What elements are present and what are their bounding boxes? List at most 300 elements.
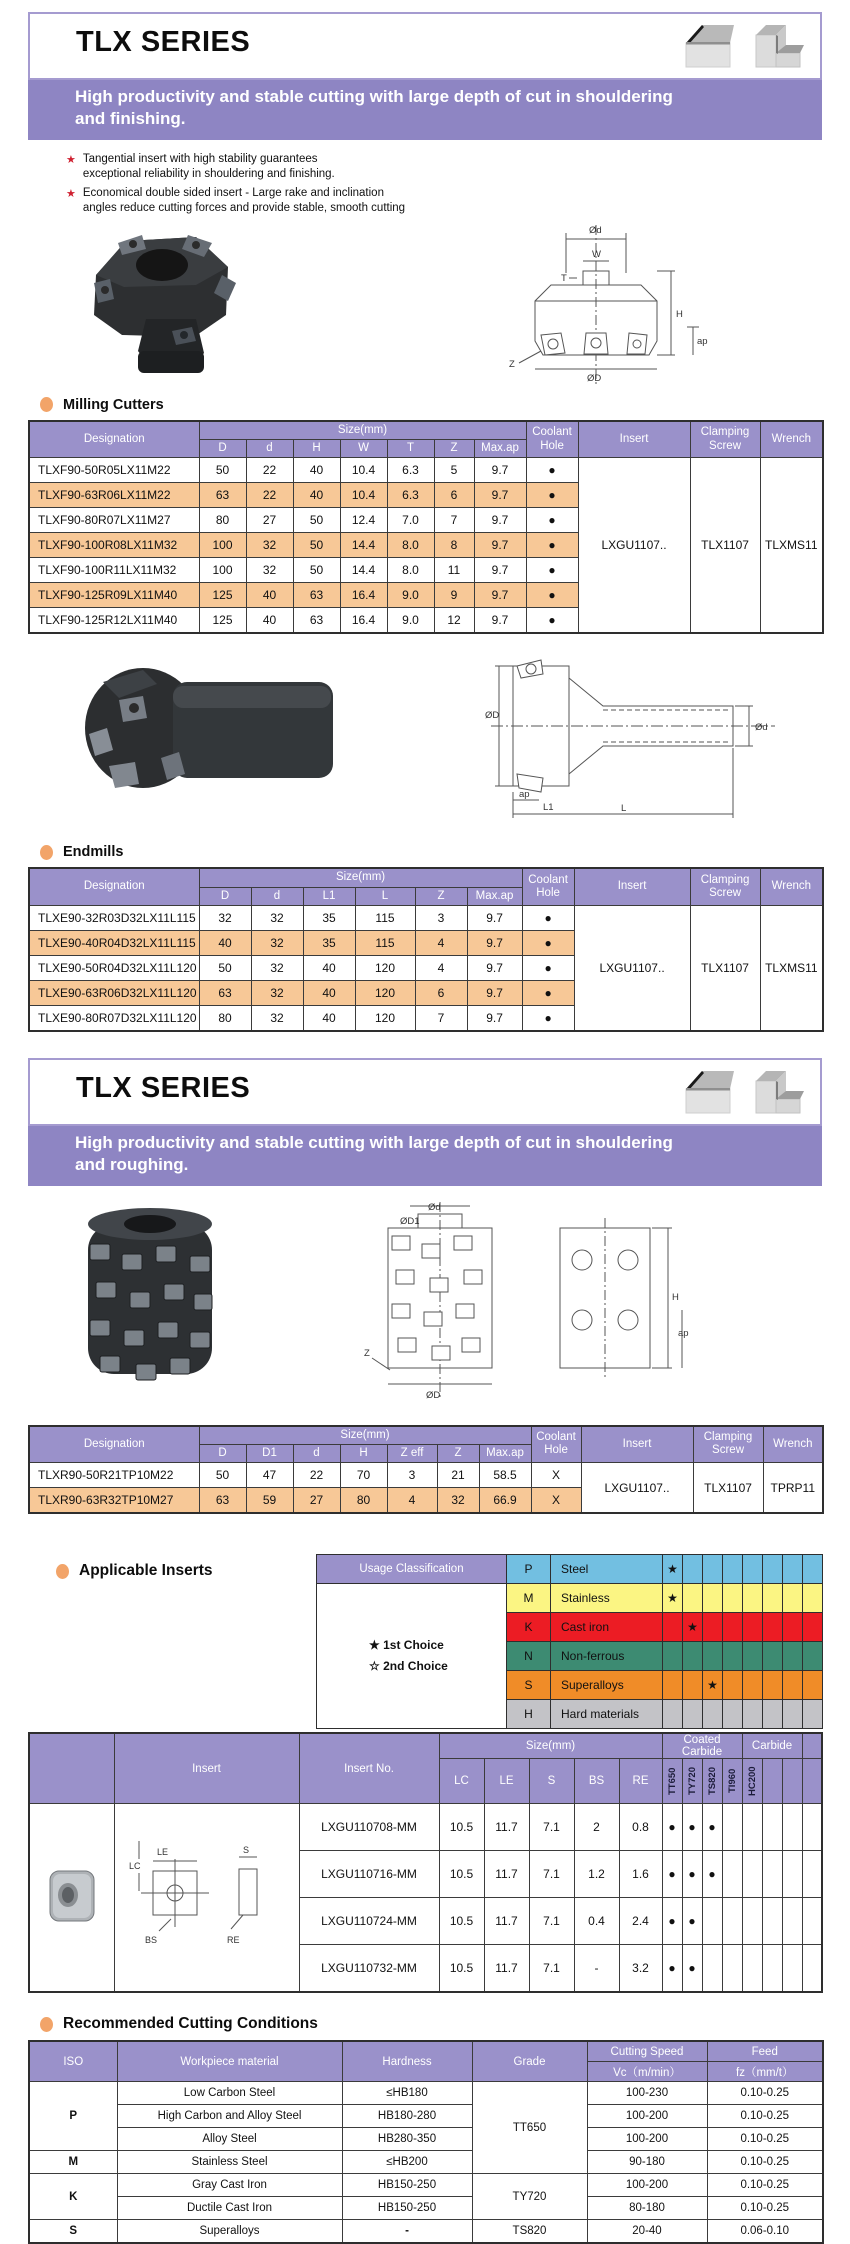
feed: 0.10-0.25	[707, 2151, 823, 2174]
choice-cell	[743, 1700, 763, 1729]
dim-label: Ød	[589, 224, 602, 236]
cell: 10.5	[439, 1945, 484, 1993]
choice-cell	[723, 1700, 743, 1729]
insert-photo	[29, 1804, 114, 1993]
cell: 22	[293, 1463, 340, 1488]
cell: 7.1	[529, 1898, 574, 1945]
iso-group: K	[29, 2174, 117, 2220]
dim-label: W	[592, 248, 601, 260]
cell: 0.8	[619, 1804, 662, 1851]
screw-ref: TLX1107	[690, 905, 760, 1031]
grade-dot	[782, 1945, 802, 1993]
table-row	[29, 458, 823, 483]
second-choice-star-icon: ☆	[369, 1659, 380, 1674]
col-designation: Designation	[29, 421, 199, 458]
designation: TLXE90-63R06D32LX11L120	[29, 980, 199, 1005]
feed: 0.06-0.10	[707, 2220, 823, 2244]
banner-line2: and roughing.	[75, 1155, 189, 1175]
bullet-text: Tangential insert with high stability guarantees	[82, 152, 318, 165]
dim-label: Z	[509, 358, 515, 370]
cell: 50	[199, 955, 251, 980]
grade-dot	[722, 1851, 742, 1898]
cell: 115	[355, 930, 415, 955]
bullet-text: angles reduce cutting forces and provide stable, smooth cutting	[82, 202, 406, 215]
choice-cell	[783, 1642, 803, 1671]
grade-col	[682, 1759, 702, 1804]
cell: 63	[199, 1488, 246, 1514]
grade-dot: ●	[682, 1804, 702, 1851]
coolant-dot: ●	[526, 483, 578, 508]
dim-label: T	[561, 272, 567, 284]
roughing-cutter-drawing	[360, 1200, 690, 1410]
table-row	[29, 905, 823, 930]
choice-cell	[663, 1642, 683, 1671]
iso-code: M	[507, 1584, 551, 1613]
orange-dot-icon	[40, 845, 53, 860]
choice-cell	[723, 1613, 743, 1642]
dim-label: ØD	[485, 710, 500, 722]
designation: TLXF90-50R05LX11M22	[29, 458, 199, 483]
heading-text: Recommended Cutting Conditions	[63, 2015, 318, 2033]
choice-cell	[783, 1671, 803, 1700]
col-size: Size(mm)	[199, 868, 522, 887]
cell: 8	[434, 533, 474, 558]
hardness: HB180-280	[342, 2105, 472, 2128]
series-header-2	[28, 1058, 822, 1126]
insert-ref: LXGU1107..	[578, 458, 690, 634]
choice-cell	[803, 1613, 823, 1642]
col-screw: Clamping Screw	[693, 1426, 763, 1463]
insert-dimension-drawing	[114, 1804, 299, 1993]
coolant-mark: X	[531, 1488, 581, 1514]
choice-cell	[763, 1671, 783, 1700]
hardness: ≤HB200	[342, 2151, 472, 2174]
col-insert: Insert	[574, 868, 690, 905]
cell: 1.6	[619, 1851, 662, 1898]
col-size: Size(mm)	[199, 421, 526, 440]
cutting-conditions-heading	[40, 2015, 822, 2033]
cell: 10.5	[439, 1898, 484, 1945]
table-row	[29, 2197, 823, 2220]
designation: TLXF90-63R06LX11M22	[29, 483, 199, 508]
dim-label: Ød	[428, 1201, 441, 1213]
choice-cell	[703, 1555, 723, 1584]
grade-dot: ●	[702, 1851, 722, 1898]
cell: 9.7	[474, 458, 526, 483]
col-coated-carbide: Coated Carbide	[662, 1733, 742, 1759]
col-insert: Insert	[578, 421, 690, 458]
cell: 7.0	[387, 508, 434, 533]
cell: 11.7	[484, 1898, 529, 1945]
grade-col	[722, 1759, 742, 1804]
cell: 9.7	[467, 930, 522, 955]
iso-group: P	[29, 2082, 117, 2151]
cell: 40	[246, 583, 293, 608]
hardness: HB150-250	[342, 2197, 472, 2220]
grade-col	[662, 1759, 682, 1804]
designation: TLXF90-100R11LX11M32	[29, 558, 199, 583]
grade-dot: ●	[662, 1898, 682, 1945]
cell: 40	[199, 930, 251, 955]
material-name: Steel	[551, 1555, 663, 1584]
banner-line2: and finishing.	[75, 109, 186, 129]
insert-drawing-image	[119, 1811, 294, 1981]
grade-dot: ●	[662, 1851, 682, 1898]
material-name: Stainless	[551, 1584, 663, 1613]
size-col: Max.ap	[467, 887, 522, 905]
coolant-dot: ●	[526, 583, 578, 608]
designation: TLXF90-80R07LX11M27	[29, 508, 199, 533]
col-blank	[802, 1733, 822, 1759]
col-feed: Feed	[707, 2041, 823, 2062]
grade-dot	[702, 1898, 722, 1945]
size-col: Z	[434, 440, 474, 458]
dim-label: L1	[543, 802, 554, 814]
col-size: Size(mm)	[439, 1733, 662, 1759]
cell: 9.7	[474, 483, 526, 508]
designation: TLXF90-100R08LX11M32	[29, 533, 199, 558]
cell: 9.7	[467, 955, 522, 980]
milling-cutter-figures	[28, 223, 822, 391]
grade-dot: ●	[682, 1898, 702, 1945]
col-hardness: Hardness	[342, 2041, 472, 2082]
cell: 9.7	[474, 583, 526, 608]
choice-cell	[763, 1642, 783, 1671]
cell: 3	[387, 1463, 437, 1488]
cutting-speed: 100-200	[587, 2174, 707, 2197]
insert-photo-image	[44, 1865, 100, 1927]
choice-cell	[743, 1671, 763, 1700]
insert-no: LXGU110724-MM	[299, 1898, 439, 1945]
roughing-cutter-photo	[60, 1200, 240, 1400]
cell: 50	[293, 558, 340, 583]
designation: TLXE90-40R04D32LX11L115	[29, 930, 199, 955]
size-col: H	[340, 1444, 387, 1462]
cutting-speed: 20-40	[587, 2220, 707, 2244]
grade-col	[742, 1759, 762, 1804]
cell: 2	[574, 1804, 619, 1851]
table-row	[29, 2082, 823, 2105]
feed: 0.10-0.25	[707, 2174, 823, 2197]
face-mill-icon	[680, 21, 738, 71]
series-header-1	[28, 12, 822, 80]
choice-cell	[783, 1613, 803, 1642]
cell: 5	[434, 458, 474, 483]
size-col: d	[246, 440, 293, 458]
cell: 22	[246, 458, 293, 483]
col-screw: Clamping Screw	[690, 421, 760, 458]
cell: 50	[293, 533, 340, 558]
choice-cell: ★	[663, 1555, 683, 1584]
machining-type-icons	[680, 21, 806, 71]
feed: 0.10-0.25	[707, 2105, 823, 2128]
size-col: H	[293, 440, 340, 458]
cell: 100	[199, 533, 246, 558]
choice-cell	[723, 1642, 743, 1671]
size-col: LE	[484, 1759, 529, 1804]
grade-dot	[802, 1804, 822, 1851]
size-col: S	[529, 1759, 574, 1804]
grade-dot	[742, 1898, 762, 1945]
grade-dot	[762, 1804, 782, 1851]
orange-dot-icon	[56, 1564, 69, 1579]
feature-bullet	[66, 186, 822, 217]
workpiece-material: Ductile Cast Iron	[117, 2197, 342, 2220]
endmill-photo	[73, 648, 353, 818]
page-title: TLX SERIES	[76, 26, 251, 58]
workpiece-material: Alloy Steel	[117, 2128, 342, 2151]
grade-dot	[802, 1898, 822, 1945]
grade-group: TS820	[472, 2220, 587, 2244]
dim-label: H	[676, 308, 683, 320]
machining-type-icons	[680, 1067, 806, 1117]
insert-table	[28, 1732, 823, 1993]
grade-dot	[782, 1804, 802, 1851]
size-col: D	[199, 1444, 246, 1462]
cutting-speed: 90-180	[587, 2151, 707, 2174]
hardness: HB280-350	[342, 2128, 472, 2151]
col-wrench: Wrench	[760, 421, 823, 458]
cell: 16.4	[340, 608, 387, 634]
col-workpiece: Workpiece material	[117, 2041, 342, 2082]
cell: 7.1	[529, 1804, 574, 1851]
section-roughing	[0, 1058, 850, 2244]
col-designation: Designation	[29, 1426, 199, 1463]
hardness: ≤HB180	[342, 2082, 472, 2105]
grade-dot: ●	[682, 1851, 702, 1898]
usage-classification-header: Usage Classification	[317, 1555, 507, 1584]
insert-no: LXGU110708-MM	[299, 1804, 439, 1851]
dim-label: L	[621, 803, 627, 815]
cell: 63	[199, 980, 251, 1005]
grade-dot: ●	[662, 1945, 682, 1993]
choice-cell: ★	[683, 1613, 703, 1642]
star-bullet-icon: ★	[66, 187, 76, 200]
dim-label: S	[243, 1845, 250, 1856]
cell: 6	[415, 980, 467, 1005]
table-row	[29, 2105, 823, 2128]
choice-cell	[783, 1700, 803, 1729]
choice-cell	[703, 1700, 723, 1729]
grade-dot	[782, 1898, 802, 1945]
cell: 9	[434, 583, 474, 608]
grade-dot	[762, 1898, 782, 1945]
insert-photo-header	[29, 1733, 114, 1804]
cell: 12.4	[340, 508, 387, 533]
cell: 47	[246, 1463, 293, 1488]
cell: 32	[246, 533, 293, 558]
cell: 40	[303, 955, 355, 980]
cell: 32	[199, 905, 251, 930]
cell: 2.4	[619, 1898, 662, 1945]
endmills-table	[28, 867, 824, 1031]
iso-group: S	[29, 2220, 117, 2244]
cell: 115	[355, 905, 415, 930]
dim-label: BS	[145, 1935, 158, 1946]
choice-cell	[783, 1555, 803, 1584]
grade-group: TY720	[472, 2174, 587, 2220]
table-row	[29, 2174, 823, 2197]
choice-cell	[663, 1671, 683, 1700]
cell: 16.4	[340, 583, 387, 608]
designation: TLXF90-125R09LX11M40	[29, 583, 199, 608]
dim-label: ap	[678, 1327, 689, 1339]
cell: 4	[415, 955, 467, 980]
dim-label: LC	[129, 1861, 141, 1872]
insert-ref: LXGU1107..	[574, 905, 690, 1031]
cell: 21	[437, 1463, 479, 1488]
cell: 66.9	[479, 1488, 531, 1514]
col-grade: Grade	[472, 2041, 587, 2082]
star-bullet-icon: ★	[66, 153, 76, 166]
cell: 40	[293, 458, 340, 483]
col-designation: Designation	[29, 868, 199, 905]
col-size: Size(mm)	[199, 1426, 531, 1445]
banner-line1: High productivity and stable cutting with large depth of cut in shouldering	[75, 87, 673, 106]
size-col: D	[199, 440, 246, 458]
bullet-text: Economical double sided insert - Large rake and inclination	[82, 186, 384, 199]
col-fz: fz（mm/t）	[707, 2062, 823, 2082]
wrench-ref: TLXMS11	[760, 905, 823, 1031]
size-col: Max.ap	[474, 440, 526, 458]
cutting-speed: 100-230	[587, 2082, 707, 2105]
choice-cell	[683, 1584, 703, 1613]
choice-cell	[743, 1613, 763, 1642]
choice-cell	[803, 1555, 823, 1584]
cell: 35	[303, 930, 355, 955]
choice-cell	[703, 1642, 723, 1671]
cell: 80	[199, 1005, 251, 1031]
size-col: D	[199, 887, 251, 905]
choice-cell	[803, 1671, 823, 1700]
grade-dot: ●	[662, 1804, 682, 1851]
cell: 9.0	[387, 608, 434, 634]
workpiece-material: Superalloys	[117, 2220, 342, 2244]
grade-dot	[782, 1851, 802, 1898]
cell: 7	[415, 1005, 467, 1031]
col-insert: Insert	[114, 1733, 299, 1804]
size-col: L	[355, 887, 415, 905]
choice-cell	[743, 1555, 763, 1584]
dim-label: H	[672, 1291, 679, 1303]
choice-cell	[683, 1700, 703, 1729]
choice-cell: ★	[663, 1584, 683, 1613]
col-wrench: Wrench	[760, 868, 823, 905]
choice-cell	[743, 1642, 763, 1671]
cell: 63	[293, 583, 340, 608]
size-col: Max.ap	[479, 1444, 531, 1462]
dim-label: ØD	[587, 372, 602, 384]
size-col: D1	[246, 1444, 293, 1462]
col-vc: Vc（m/min）	[587, 2062, 707, 2082]
col-coolant: Coolant Hole	[522, 868, 574, 905]
cell: 50	[293, 508, 340, 533]
size-col: Z eff	[387, 1444, 437, 1462]
material-name: Cast iron	[551, 1613, 663, 1642]
cell: 14.4	[340, 533, 387, 558]
hardness: -	[342, 2220, 472, 2244]
heading-text: Endmills	[63, 844, 124, 861]
col-coolant: Coolant Hole	[526, 421, 578, 458]
feature-bullet	[66, 152, 822, 183]
cell: 32	[251, 1005, 303, 1031]
banner-line1: High productivity and stable cutting with large depth of cut in shouldering	[75, 1132, 673, 1152]
cell: 32	[251, 905, 303, 930]
orange-dot-icon	[40, 397, 53, 412]
iso-code: S	[507, 1671, 551, 1700]
section-banner	[28, 1126, 822, 1186]
cell: 22	[246, 483, 293, 508]
size-col: LC	[439, 1759, 484, 1804]
grade-label: TS820	[706, 1767, 718, 1796]
cell: 10.4	[340, 458, 387, 483]
col-cutting-speed: Cutting Speed	[587, 2041, 707, 2062]
cell: 11	[434, 558, 474, 583]
cutting-conditions-table	[28, 2040, 824, 2244]
grade-dot	[802, 1851, 822, 1898]
roughing-table	[28, 1425, 824, 1514]
cell: 8.0	[387, 533, 434, 558]
cell: 10.5	[439, 1851, 484, 1898]
applicable-inserts-block	[28, 1554, 822, 1732]
table-row	[29, 2220, 823, 2244]
material-name: Non-ferrous	[551, 1642, 663, 1671]
cell: 32	[251, 980, 303, 1005]
choice-cell	[723, 1671, 743, 1700]
size-col: BS	[574, 1759, 619, 1804]
workpiece-material: Stainless Steel	[117, 2151, 342, 2174]
cell: 9.7	[467, 980, 522, 1005]
insert-ref: LXGU1107..	[581, 1463, 693, 1514]
choice-cell	[723, 1555, 743, 1584]
size-col: T	[387, 440, 434, 458]
cell: 80	[199, 508, 246, 533]
grade-dot	[742, 1851, 762, 1898]
workpiece-material: Low Carbon Steel	[117, 2082, 342, 2105]
col-insert-no: Insert No.	[299, 1733, 439, 1804]
designation: TLXE90-32R03D32LX11L115	[29, 905, 199, 930]
designation: TLXE90-50R04D32LX11L120	[29, 955, 199, 980]
section-banner	[28, 80, 822, 140]
cell: 11.7	[484, 1945, 529, 1993]
choice-cell	[763, 1700, 783, 1729]
coolant-dot: ●	[522, 1005, 574, 1031]
dim-label: LE	[157, 1847, 169, 1858]
orange-dot-icon	[40, 2017, 53, 2032]
cell: 100	[199, 558, 246, 583]
cell: 40	[303, 1005, 355, 1031]
grade-dot	[762, 1945, 782, 1993]
choice-cell	[783, 1584, 803, 1613]
designation: TLXR90-63R32TP10M27	[29, 1488, 199, 1514]
workpiece-material: High Carbon and Alloy Steel	[117, 2105, 342, 2128]
iso-code: P	[507, 1555, 551, 1584]
cell: 12	[434, 608, 474, 634]
endmill-drawing	[483, 648, 783, 823]
designation: TLXF90-125R12LX11M40	[29, 608, 199, 634]
cell: 9.0	[387, 583, 434, 608]
cell: 125	[199, 608, 246, 634]
col-screw: Clamping Screw	[690, 868, 760, 905]
feature-bullets	[66, 152, 822, 217]
grade-col	[802, 1759, 822, 1804]
cell: 59	[246, 1488, 293, 1514]
wrench-ref: TPRP11	[763, 1463, 823, 1514]
grade-label: TY720	[686, 1767, 698, 1796]
cell: 40	[293, 483, 340, 508]
choice-legend	[317, 1584, 507, 1729]
cell: 32	[246, 558, 293, 583]
